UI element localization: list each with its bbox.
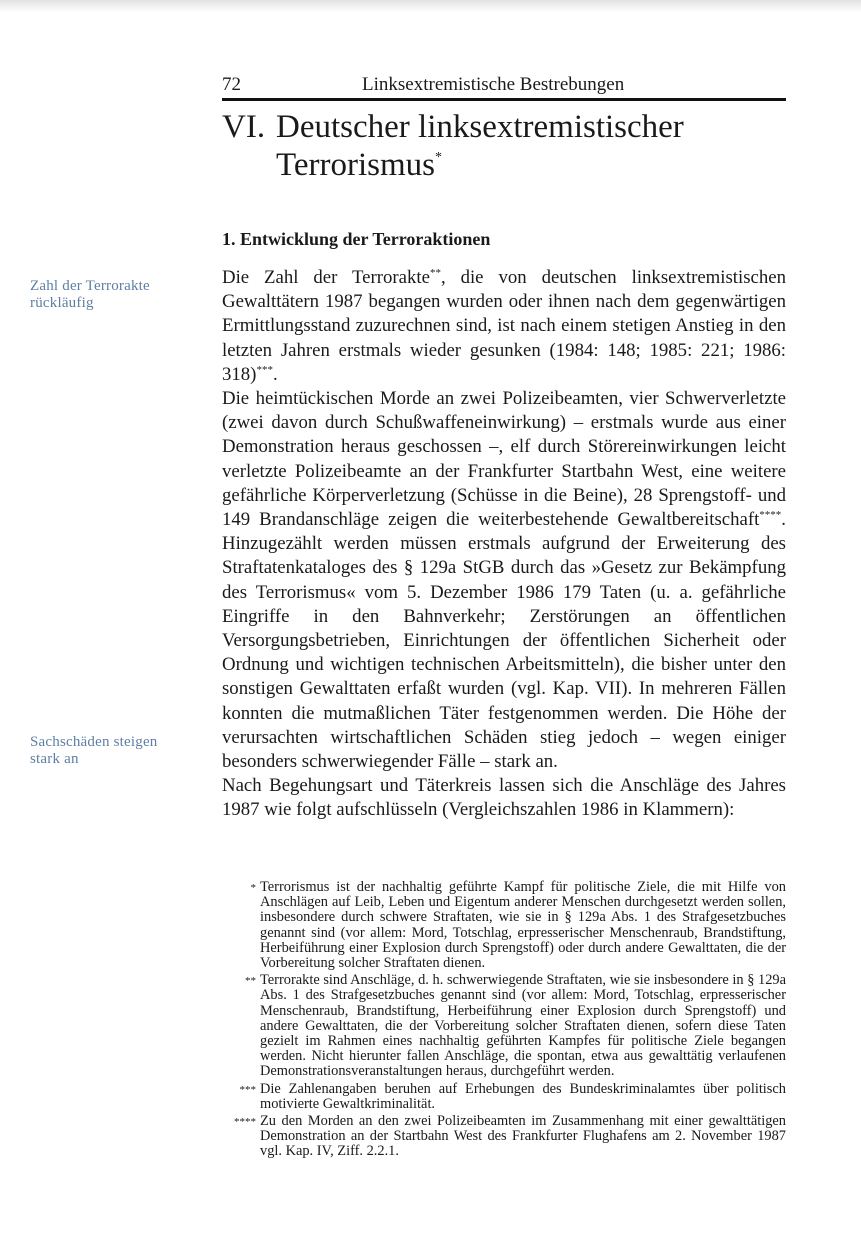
body-text-run: . xyxy=(272,363,278,385)
body-text-run: , die von deutschen linksextremistischen Gewalttätern 1987 begangen wurden oder ihnen nach dem gegenwärtigen Ermittlungsstand zuzurechnen sind, ist nach einem stetigen Anstieg in den letzten Jahren erstmals wieder gesunken (1984: 148; 1985: 221; 1986: 318) xyxy=(222,267,786,385)
footnote-text: Die Zahlenangaben beruhen auf Erhebungen des Bundeskriminalamtes über politisch motivierte Gewaltkriminalität. xyxy=(260,1080,786,1112)
footnote-reference: **** xyxy=(759,509,782,522)
section-title: 1. Entwicklung der Terroraktionen xyxy=(222,229,491,249)
footnote-mark: **** xyxy=(234,1116,256,1129)
margin-note-line: stark an xyxy=(30,751,79,767)
body-text-run: . Hinzugezählt werden müssen erstmals aufgrund der Erweiterung des Straftatenkataloges des § 129a StGB durch das »Gesetz zur Bekämpfung des Terrorismus« vom 5. Dezember 1986 179 Taten (u. a. gefährliche Eingriffe in den Bahnverkehr; Zerstörungen an öffentlichen Versorgungsbetrieben, Einrichtungen der öffentlichen Sicherheit oder Ordnung und wichtigen technischen Arbeitsmitteln), die bisher unter den sonstigen Gewalttaten erfaßt wurden (vgl. Kap. VII). In mehreren Fällen konnten die mutmaßlichen Täter festgenommen werden. Die Höhe der verursachten wirtschaftlichen Schäden stieg jedoch – wegen einiger besonders schwerwiegender Fälle – stark an. xyxy=(222,509,786,773)
footnote xyxy=(222,1114,786,1160)
margin-note-line: Sachschäden steigen xyxy=(30,734,158,750)
body-text-run: Die Zahl der Terrorakte xyxy=(222,267,430,288)
body-paragraph xyxy=(222,266,786,387)
chapter-title xyxy=(276,108,684,184)
footnotes xyxy=(222,880,786,1162)
footnote-mark: *** xyxy=(239,1083,256,1096)
body-text xyxy=(222,266,786,823)
chapter-number: VI. xyxy=(222,109,266,145)
body-paragraph xyxy=(222,387,786,774)
footnote-mark: ** xyxy=(245,975,256,988)
margin-note-line: rückläufig xyxy=(30,295,94,311)
running-title: Linksextremistische Bestrebungen xyxy=(362,74,625,95)
body-paragraph: Nach Begehungsart und Täterkreis lassen sich die Anschläge des Jahres 1987 wie folgt aufschlüsseln (Vergleichszahlen 1986 in Klammern): xyxy=(222,775,786,821)
footnote-reference: ** xyxy=(429,267,441,279)
margin-note-terrorakte xyxy=(30,278,200,312)
footnote xyxy=(222,1082,786,1112)
chapter-footnote-mark: * xyxy=(435,150,442,165)
margin-note-line: Zahl der Terrorakte xyxy=(30,278,150,294)
page-number: 72 xyxy=(222,74,241,95)
margin-note-sachschaeden xyxy=(30,734,200,768)
chapter-title-line2: Terrorismus xyxy=(276,147,435,183)
footnote xyxy=(222,973,786,1079)
body-text-run: Die heimtückischen Morde an zwei Polizeibeamten, vier Schwerverletzte (zwei davon durch Schußwaffeneinwirkung) – erstmals wurde aus einer Demonstration heraus geschossen –, elf durch Störereinwirkungen leicht verletzte Polizeibeamte an der Frankfurter Startbahn West, eine weitere gefährliche Körperverletzung (Schüsse in die Beine), 28 Sprengstoff- und 149 Brandanschläge zeigen die weiterbestehende Gewaltbereitschaft xyxy=(222,388,786,531)
footnote-text: Terrorakte sind Anschläge, d. h. schwerwiegende Straftaten, wie sie insbesondere in § 129a Abs. 1 des Strafgesetzbuches genannt sind (vor allem: Mord, Totschlag, erpresserischer Menschenraub, Brandstiftung, Herbeiführung einer Explosion durch Sprengstoff) und andere Gewalttaten, die der Vorbereitung solcher Straftaten dienen, sofern diese Taten gezielt im Rahmen eines nachhaltig geführten Kampfes für politische Ziele begangen werden. Nicht hierunter fallen Anschläge, die spontan, etwa aus gewalttätig verlaufenen Demonstrationsveranstaltungen heraus, durchgeführt werden. xyxy=(260,972,786,1080)
scan-top-edge xyxy=(0,0,861,12)
footnote-mark: * xyxy=(250,882,256,894)
chapter-title-line1: Deutscher linksextremistischer xyxy=(276,109,684,145)
footnote-text: Terrorismus ist der nachhaltig geführte Kampf für politische Ziele, die mit Hilfe von Anschlägen auf Leib, Leben und Eigentum anderer Menschen durchgesetzt werden sollen, insbesondere durch schwere Straftaten, wie sie in § 129a Abs. 1 des Strafgesetzbuches genannt sind (vor allem: Mord, Totschlag, erpresserischer Menschenraub, Brandstiftung, Herbeiführung einer Explosion durch Sprengstoff) oder durch andere Gewalttaten, die der Vorbereitung solcher Straftaten dienen. xyxy=(260,879,786,972)
header-rule xyxy=(222,98,786,101)
footnote xyxy=(222,880,786,971)
footnote-text: Zu den Morden an den zwei Polizeibeamten im Zusammenhang mit einer gewalttätigen Demonstration an der Startbahn West des Frankfurter Flughafens am 2. November 1987 vgl. Kap. IV, Ziff. 2.2.1. xyxy=(260,1113,786,1160)
footnote-reference: *** xyxy=(256,363,273,376)
